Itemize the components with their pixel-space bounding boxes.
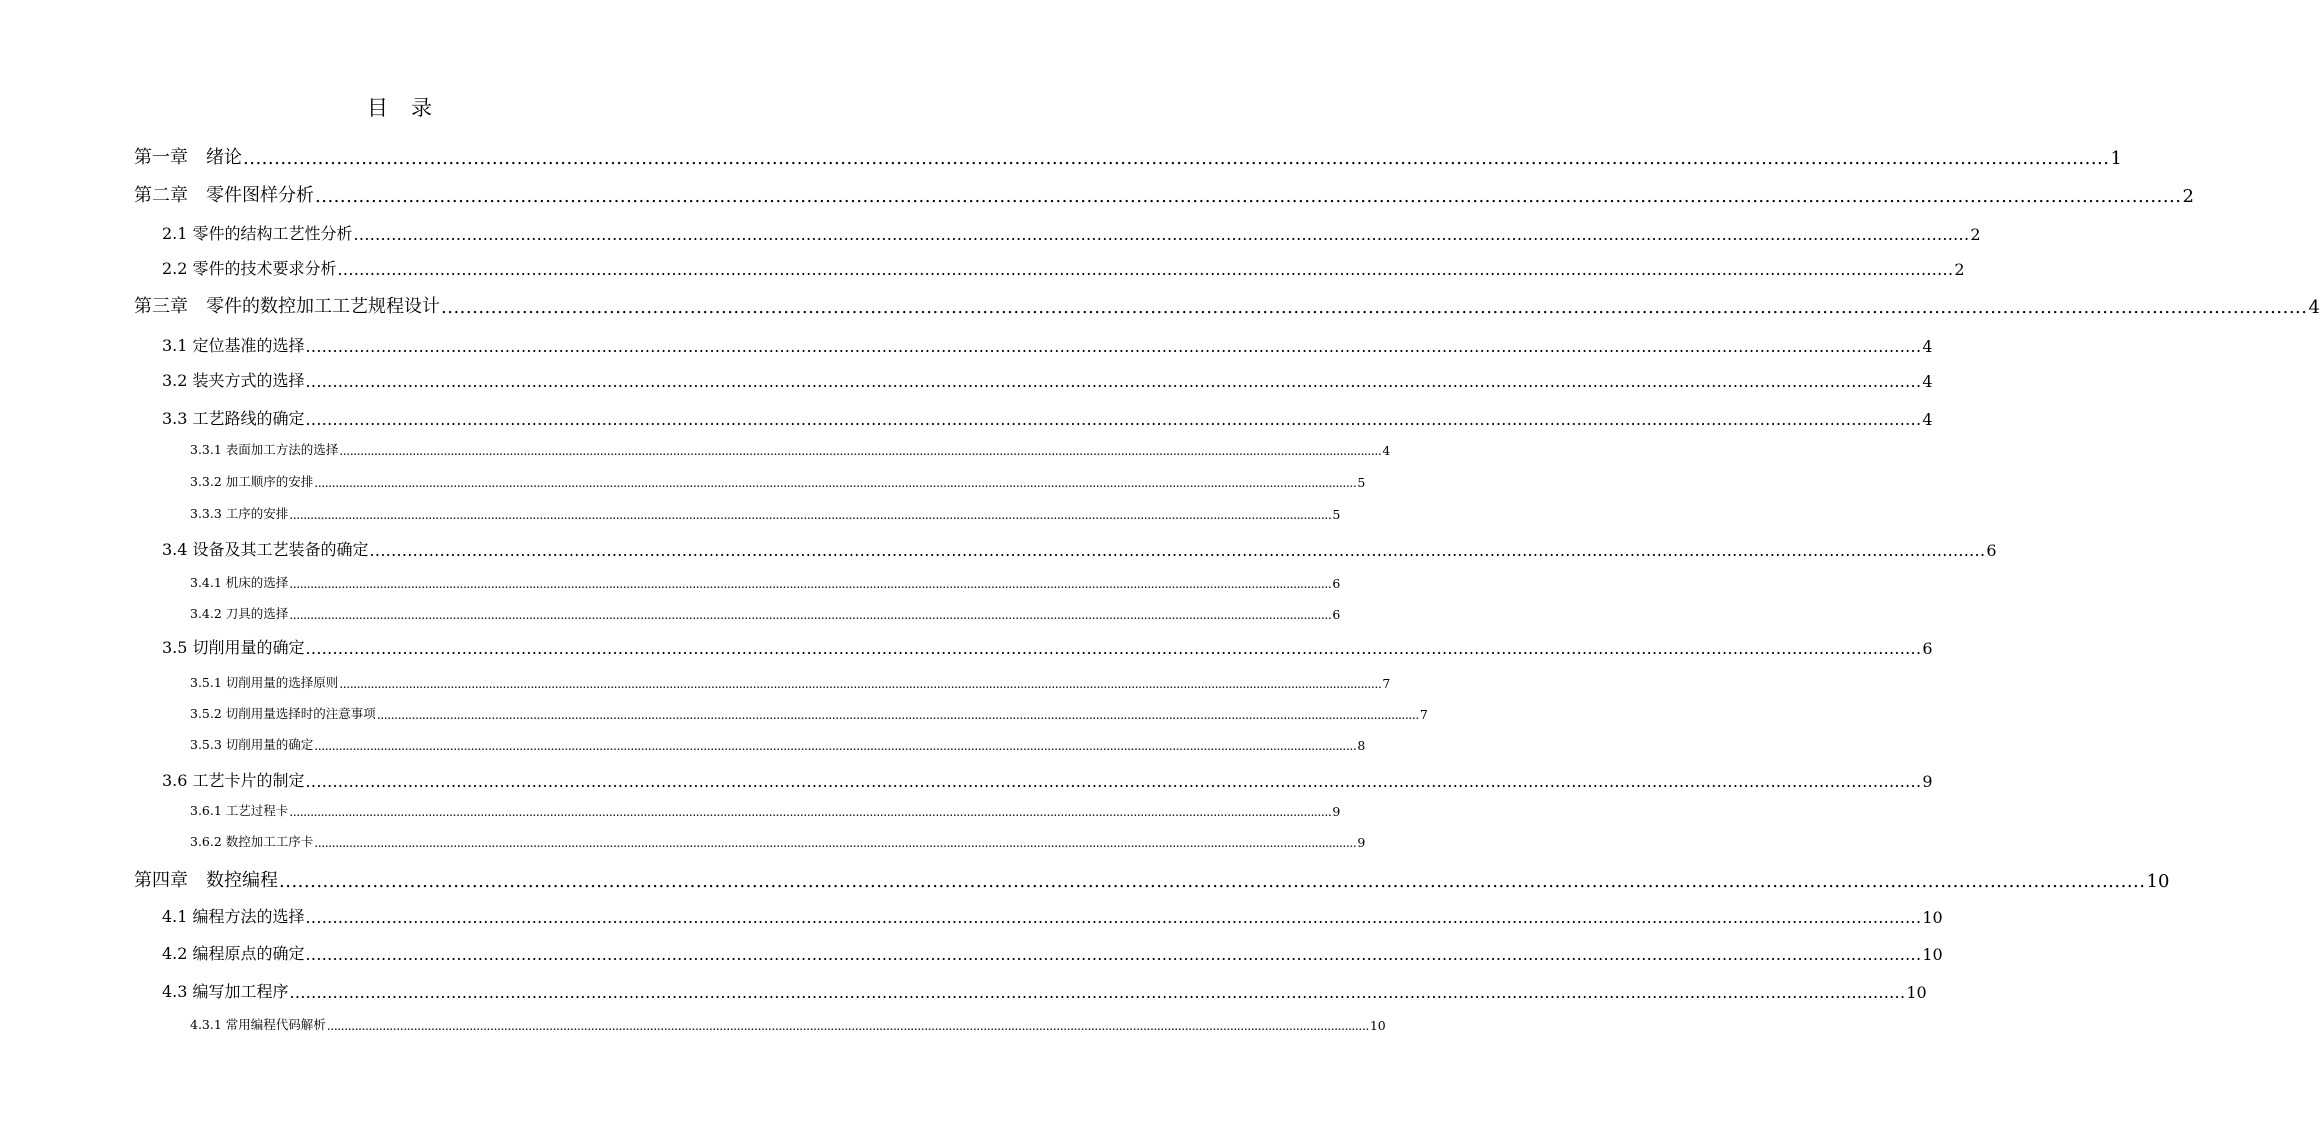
toc-entry[interactable] <box>162 979 1927 1002</box>
toc-entry-title: 3.4 设备及其工艺装备的确定 <box>162 540 369 559</box>
toc-entry[interactable] <box>190 472 1366 490</box>
dot-leader: ............................................................................................................................................................................................................................................................................................................ <box>339 676 1382 691</box>
toc-entry-page-number: 7 <box>1419 707 1428 722</box>
toc-entry-title: 3.5.1 切削用量的选择原则 <box>190 675 339 690</box>
dot-leader: ............................................................................................................................................................................................................................................................................................................ <box>337 260 1954 279</box>
dot-leader: ............................................................................................................................................................................................................................................................................................................ <box>289 983 1906 1002</box>
toc-entry-title: 3.1 定位基准的选择 <box>162 336 305 355</box>
toc-entry-page-number: 9 <box>1922 772 1933 791</box>
toc-entry-title: 3.4.1 机床的选择 <box>190 575 289 590</box>
toc-entry-title: 3.5.3 切削用量的确定 <box>190 737 314 752</box>
toc-entry-title: 第二章 零件图样分析 <box>134 185 314 206</box>
toc-entry-title: 第三章 零件的数控加工工艺规程设计 <box>134 296 440 317</box>
toc-entry-page-number: 6 <box>1986 541 1997 560</box>
toc-entry-title: 3.6 工艺卡片的制定 <box>162 771 305 790</box>
toc-entry-page-number: 1 <box>2110 148 2122 169</box>
toc-entry[interactable] <box>190 735 1366 753</box>
toc-entry-page-number: 10 <box>2146 871 2170 892</box>
toc-entry[interactable] <box>190 604 1341 622</box>
dot-leader: ............................................................................................................................................................................................................................................................................................................ <box>305 908 1922 927</box>
toc-entry-page-number: 4 <box>1922 410 1933 429</box>
toc-entry-title: 2.1 零件的结构工艺性分析 <box>162 224 353 243</box>
dot-leader: ............................................................................................................................................................................................................................................................................................................ <box>289 804 1332 819</box>
toc-entry-page-number: 7 <box>1382 676 1391 691</box>
dot-leader: ............................................................................................................................................................................................................................................................................................................ <box>289 576 1332 591</box>
dot-leader: ............................................................................................................................................................................................................................................................................................................ <box>305 639 1922 658</box>
toc-entry-title: 2.2 零件的技术要求分析 <box>162 259 337 278</box>
dot-leader: ............................................................................................................................................................................................................................................................................................................ <box>243 148 2110 169</box>
toc-entry-page-number: 4 <box>1382 443 1391 458</box>
dot-leader: ............................................................................................................................................................................................................................................................................................................ <box>279 871 2146 892</box>
toc-entry-page-number: 10 <box>1922 908 1943 927</box>
toc-entry-title: 3.3 工艺路线的确定 <box>162 409 305 428</box>
dot-leader: ............................................................................................................................................................................................................................................................................................................ <box>289 507 1332 522</box>
dot-leader: ............................................................................................................................................................................................................................................................................................................ <box>305 410 1922 429</box>
toc-entry-title: 3.6.1 工艺过程卡 <box>190 803 289 818</box>
toc-entry-page-number: 8 <box>1357 738 1366 753</box>
dot-leader: ............................................................................................................................................................................................................................................................................................................ <box>353 225 1970 244</box>
dot-leader: ............................................................................................................................................................................................................................................................................................................ <box>314 738 1357 753</box>
toc-entry-title: 3.4.2 刀具的选择 <box>190 606 289 621</box>
toc-entry[interactable] <box>190 504 1341 522</box>
toc-entry-title: 3.3.3 工序的安排 <box>190 506 289 521</box>
toc-entry-page-number: 10 <box>1906 983 1927 1002</box>
toc-entry-page-number: 10 <box>1922 945 1943 964</box>
toc-entry-page-number: 6 <box>1332 576 1341 591</box>
toc-entry[interactable] <box>134 292 2320 318</box>
toc-entry-title: 3.6.2 数控加工工序卡 <box>190 834 314 849</box>
toc-entry[interactable] <box>162 904 1943 927</box>
toc-entry[interactable] <box>190 1015 1386 1033</box>
dot-leader: ............................................................................................................................................................................................................................................................................................................ <box>326 1018 1369 1033</box>
toc-entry[interactable] <box>162 368 1933 391</box>
toc-entry-title: 3.3.2 加工顺序的安排 <box>190 474 314 489</box>
toc-entry[interactable] <box>134 866 2170 892</box>
toc-entry-title: 第四章 数控编程 <box>134 870 278 891</box>
toc-entry[interactable] <box>190 440 1391 458</box>
toc-entry-page-number: 6 <box>1922 639 1933 658</box>
toc-entry-title: 第一章 绪论 <box>134 147 242 168</box>
dot-leader: ............................................................................................................................................................................................................................................................................................................ <box>369 541 1986 560</box>
dot-leader: ............................................................................................................................................................................................................................................................................................................ <box>376 707 1419 722</box>
toc-entry-page-number: 10 <box>1369 1018 1386 1033</box>
dot-leader: ............................................................................................................................................................................................................................................................................................................ <box>315 186 2182 207</box>
toc-entry-page-number: 2 <box>1954 260 1965 279</box>
toc-entry-title: 3.5 切削用量的确定 <box>162 638 305 657</box>
toc-entry[interactable] <box>134 143 2122 169</box>
toc-entry[interactable] <box>162 256 1965 279</box>
toc-entry-title: 4.3 编写加工程序 <box>162 982 289 1001</box>
toc-entry-page-number: 4 <box>1922 337 1933 356</box>
dot-leader: ............................................................................................................................................................................................................................................................................................................ <box>305 337 1922 356</box>
toc-entry-page-number: 2 <box>2182 186 2194 207</box>
toc-entry-page-number: 2 <box>1970 225 1981 244</box>
toc-entry-title: 3.2 装夹方式的选择 <box>162 371 305 390</box>
toc-entry[interactable] <box>190 801 1341 819</box>
toc-entry[interactable] <box>190 704 1428 722</box>
toc-entry[interactable] <box>162 406 1933 429</box>
dot-leader: ............................................................................................................................................................................................................................................................................................................ <box>305 772 1922 791</box>
toc-title: 目 录 <box>367 96 433 120</box>
toc-entry[interactable] <box>162 221 1981 244</box>
toc-entry[interactable] <box>190 832 1366 850</box>
toc-entry-title: 3.5.2 切削用量选择时的注意事项 <box>190 706 376 721</box>
toc-entry-page-number: 9 <box>1332 804 1341 819</box>
toc-entry-title: 4.2 编程原点的确定 <box>162 944 305 963</box>
toc-entry[interactable] <box>162 768 1933 791</box>
toc-entry-page-number: 4 <box>2308 297 2320 318</box>
toc-entry[interactable] <box>190 673 1391 691</box>
dot-leader: ............................................................................................................................................................................................................................................................................................................ <box>314 475 1357 490</box>
toc-entry-page-number: 9 <box>1357 835 1366 850</box>
toc-entry-page-number: 5 <box>1357 475 1366 490</box>
dot-leader: ............................................................................................................................................................................................................................................................................................................ <box>441 297 2308 318</box>
toc-entry-title: 4.3.1 常用编程代码解析 <box>190 1017 326 1032</box>
toc-entry-page-number: 4 <box>1922 372 1933 391</box>
toc-entry[interactable] <box>162 635 1933 658</box>
toc-entry[interactable] <box>190 573 1341 591</box>
toc-entry-page-number: 5 <box>1332 507 1341 522</box>
dot-leader: ............................................................................................................................................................................................................................................................................................................ <box>305 945 1922 964</box>
toc-entry-page-number: 6 <box>1332 607 1341 622</box>
dot-leader: ............................................................................................................................................................................................................................................................................................................ <box>314 835 1357 850</box>
toc-entry-title: 3.3.1 表面加工方法的选择 <box>190 442 339 457</box>
dot-leader: ............................................................................................................................................................................................................................................................................................................ <box>305 372 1922 391</box>
dot-leader: ............................................................................................................................................................................................................................................................................................................ <box>339 443 1382 458</box>
toc-entry-title: 4.1 编程方法的选择 <box>162 907 305 926</box>
toc-entry[interactable] <box>162 537 1997 560</box>
toc-entry[interactable] <box>162 333 1933 356</box>
toc-entry[interactable] <box>162 941 1943 964</box>
toc-entry[interactable] <box>134 181 2194 207</box>
dot-leader: ............................................................................................................................................................................................................................................................................................................ <box>289 607 1332 622</box>
